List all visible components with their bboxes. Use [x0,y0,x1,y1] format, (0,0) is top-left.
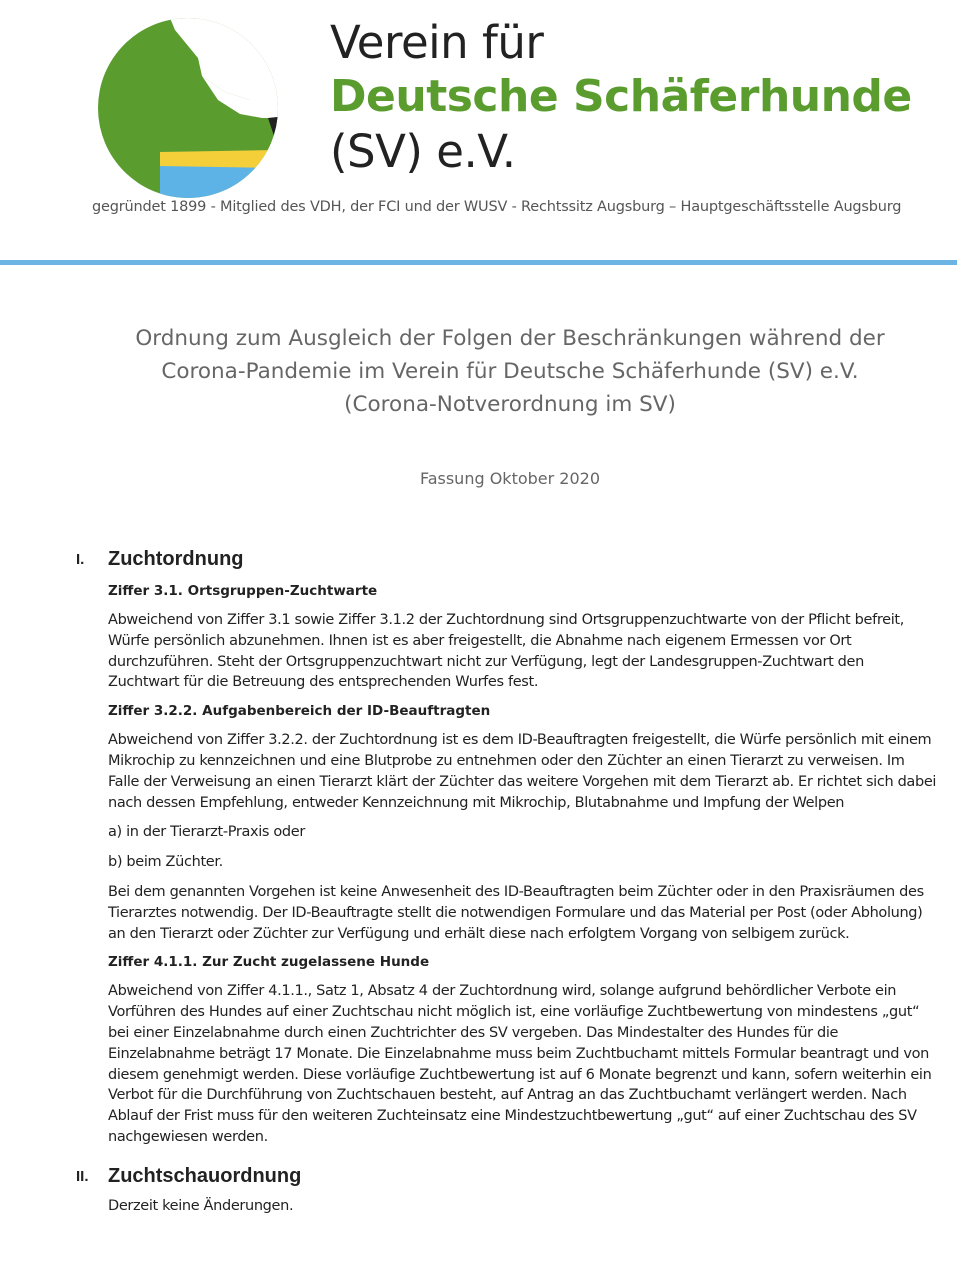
subsection-text-3-1: Abweichend von Ziffer 3.1 sowie Ziffer 3.1.2 der Zuchtordnung sind Ortsgruppenzuchtwarte von der Pflicht befreit, Würfe persönlich abzunehmen. Ihnen ist es aber freigestellt, die Abnahme nach eigenem Ermessen vor Ort durchzuführen. Steht der Ortsgruppenzuchtwart nicht zur Verfügung, legt der Landesgruppen-Zuchtwart den Zuchtwart für die Betreuung des entsprechenden Wurfes fest. [108,612,904,691]
subsection-heading-3-2-2: Ziffer 3.2.2. Aufgabenbereich der ID-Beauftragten [108,703,491,720]
organization-name [330,16,912,184]
section-number: I. [76,551,85,568]
organization-tagline: gegründet 1899 - Mitglied des VDH, der FCI und der WUSV - Rechtssitz Augsburg – Hauptgeschäftsstelle Augsburg [92,199,902,215]
org-name-line-2: Deutsche Schäferhunde [330,71,912,122]
subsection-text-3-2-2-continued: Bei dem genannten Vorgehen ist keine Anwesenheit des ID-Beauftragten beim Züchter oder in den Praxisräumen des Tierarztes notwendig. Der ID-Beauftragte stellt die notwendigen Formulare und das Material per Post (oder Abholung) an den Tierarzt oder Züchter zur Verfügung und erhält diese nach erfolgtem Vorgang von selbigem zurück. [108,883,924,942]
section-title: Zuchtschauordnung [108,1164,302,1187]
header-divider [0,260,957,265]
document-body [0,545,957,1217]
org-name-line-3: (SV) e.V. [330,125,516,178]
section-zuchtordnung [0,545,957,1148]
section-zuchtschauordnung [0,1162,957,1217]
section-title: Zuchtordnung [108,548,244,570]
subsection-heading-4-1-1: Ziffer 4.1.1. Zur Zucht zugelassene Hunde [108,954,430,971]
document-title-line-3: (Corona-Notverordnung im SV) [344,392,676,417]
document-title-line-1: Ordnung zum Ausgleich der Folgen der Beschränkungen während der [135,326,885,351]
document-title-line-2: Corona-Pandemie im Verein für Deutsche Schäferhunde (SV) e.V. [161,359,859,384]
sv-logo-icon [90,18,286,198]
subsection-text-4-1-1: Abweichend von Ziffer 4.1.1., Satz 1, Absatz 4 der Zuchtordnung wird, solange aufgrund behördlicher Verbote ein Vorführen des Hundes auf einer Zuchtschau nicht möglich ist, eine vorläufige Zuchtbewertung von mindestens „gut“ bei einer Einzelabnahme durch einen Zuchtrichter des SV vergeben. Das Mindestalter des Hundes für die Einzelabnahme beträgt 17 Monate. Die Einzelabnahme muss beim Zuchtbuchamt mittels Formular beantragt und von diesem genehmigt werden. Diese vorläufige Zuchtbewertung ist auf 6 Monate begrenzt und kann, sofern weiterhin ein Verbot für die Durchführung von Zuchtschauen besteht, auf Antrag an das Zuchtbuchamt verlängert werden. Nach Ablauf der Frist muss für den weiteren Zuchteinsatz eine Mindestzuchtbewertung „gut“ auf einer Zuchtschau des SV nachgewiesen werden. [108,983,932,1145]
section-text: Derzeit keine Änderungen. [108,1197,294,1214]
subsection-heading-3-1: Ziffer 3.1. Ortsgruppen-Zuchtwarte [108,583,378,599]
document-title [60,322,957,421]
subsection-text-3-2-2: Abweichend von Ziffer 3.2.2. der Zuchtordnung ist es dem ID-Beauftragten freigestellt, die Würfe persönlich mit einem Mikrochip zu kennzeichnen und eine Blutprobe zu entnehmen oder den Züchter an einen Tierarzt zu verweisen. Im Falle der Verweisung an einen Tierarzt klärt der Züchter das weitere Vorgehen mit dem Tierarzt ab. Er richtet sich dabei nach dessen Empfehlung, entweder Kennzeichnung mit Mikrochip, Blutabnahme und Impfung der Welpen [108,732,937,811]
option-a: a) in der Tierarzt-Praxis oder [108,824,305,841]
option-b: b) beim Züchter. [108,854,223,871]
document-version: Fassung Oktober 2020 [419,469,601,488]
org-name-line-1: Verein für [330,16,544,69]
section-number: II. [76,1167,89,1185]
